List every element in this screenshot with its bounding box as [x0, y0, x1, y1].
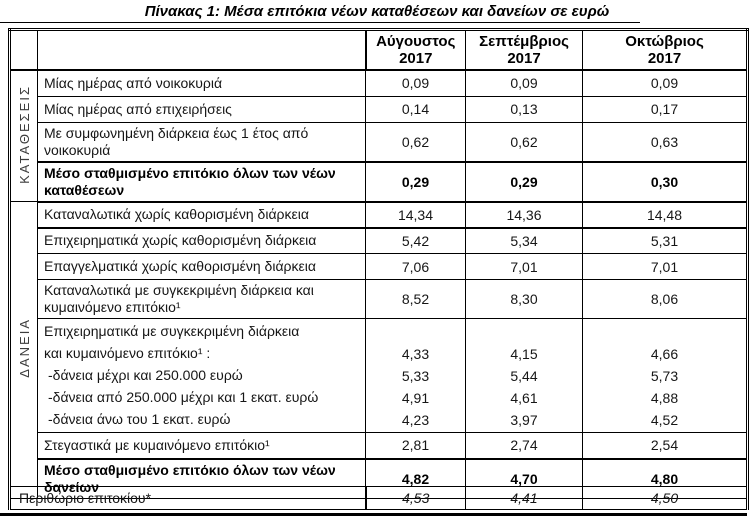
row-label-group	[38, 319, 366, 433]
rate-value: 0,62	[366, 122, 466, 162]
section-deposits	[10, 70, 38, 202]
interest-margin-table	[8, 486, 749, 510]
rate-value: 7,06	[366, 254, 466, 280]
rate-value: 5,31	[583, 228, 748, 254]
rate-value: 5,73	[650, 368, 679, 384]
table-header-row	[10, 30, 748, 71]
title-underline	[0, 22, 640, 23]
rate-value: 0,29	[366, 162, 466, 202]
rate-value: 3,97	[510, 412, 538, 428]
interest-rates-table	[8, 28, 749, 499]
section-loans	[10, 202, 38, 499]
rate-value: 2,54	[583, 433, 748, 459]
table-row	[10, 70, 748, 96]
column-month: Σεπτέμβριος	[479, 33, 569, 50]
rate-value: 4,33	[401, 346, 430, 362]
column-header-october	[583, 30, 748, 71]
rate-value: 14,48	[583, 202, 748, 228]
column-year: 2017	[399, 50, 433, 67]
page-title: Πίνακας 1: Μέσα επιτόκια νέων καταθέσεων και δανείων σε ευρώ	[144, 3, 610, 20]
rate-value: 7,01	[583, 254, 748, 280]
column-header-september	[466, 30, 583, 71]
row-label: Καταναλωτικά με συγκεκριμένη διάρκεια και κυμαινόμενο επιτόκιο¹	[38, 280, 366, 319]
rate-value: 7,01	[466, 254, 583, 280]
rate-value: 5,33	[401, 368, 430, 384]
rate-value: 0,13	[466, 96, 583, 122]
rate-value: 0,63	[583, 122, 748, 162]
rate-value: 0,62	[466, 122, 583, 162]
rate-value: 5,44	[510, 368, 538, 384]
rate-value: 0,09	[583, 70, 748, 96]
rate-value: 8,52	[366, 280, 466, 319]
rate-value: 0,14	[366, 96, 466, 122]
rate-value: 0,17	[583, 96, 748, 122]
group-label-line: και κυμαινόμενο επιτόκιο¹ :	[44, 345, 211, 361]
header-empty-label	[38, 30, 366, 71]
rate-value: 0,29	[466, 162, 583, 202]
rate-value: 4,61	[510, 390, 538, 406]
row-label: Μίας ημέρας από επιχειρήσεις	[38, 96, 366, 122]
spacer	[583, 321, 746, 343]
table-row	[10, 280, 748, 319]
rate-value: 4,15	[510, 346, 538, 362]
table-row-business-fixed-term	[10, 319, 748, 433]
rate-value-stack	[466, 319, 583, 433]
row-label: Περιθώριο επιτοκίου*	[10, 487, 366, 510]
column-month: Οκτώβριος	[625, 33, 704, 50]
column-year: 2017	[647, 50, 682, 67]
row-label: Στεγαστικά με κυμαινόμενο επιτόκιο¹	[38, 433, 366, 459]
table-row-interest-margin	[10, 487, 748, 510]
rate-value: 4,52	[650, 412, 679, 428]
rate-value: 4,70	[466, 459, 583, 499]
spacer	[366, 321, 465, 343]
rate-value: 4,80	[583, 459, 748, 499]
table-row	[10, 433, 748, 459]
rate-value: 14,34	[366, 202, 466, 228]
rate-value: 4,82	[366, 459, 466, 499]
row-label: Μέσο σταθμισμένο επιτόκιο όλων των νέων καταθέσεων	[38, 162, 366, 202]
spacer	[466, 321, 582, 343]
group-label-line: Επιχειρηματικά με συγκεκριμένη διάρκεια	[44, 323, 300, 339]
subitem-label: -δάνεια από 250.000 μέχρι και 1 εκατ. ευρώ	[48, 389, 319, 405]
row-label: Μέσο σταθμισμένο επιτόκιο όλων των νέων δανείων	[38, 459, 366, 499]
header-empty-corner	[10, 30, 38, 71]
rate-value: 4,88	[650, 390, 679, 406]
bottom-rule	[0, 513, 747, 516]
table-row	[10, 228, 748, 254]
column-month: Αύγουστος	[376, 33, 456, 50]
column-year: 2017	[507, 50, 541, 67]
subitem-label: -δάνεια άνω του 1 εκατ. ευρώ	[48, 411, 231, 427]
table-row-deposits-average	[10, 162, 748, 202]
section-label-loans: ΔΑΝΕΙΑ	[16, 318, 32, 379]
section-label-deposits: ΚΑΤΑΘΕΣΕΙΣ	[16, 85, 32, 184]
subitem-label: -δάνεια μέχρι και 250.000 ευρώ	[48, 367, 243, 383]
rate-value-stack	[366, 319, 466, 433]
rate-value: 4,91	[401, 390, 430, 406]
rate-value: 4,23	[401, 412, 430, 428]
row-label: Με συμφωνημένη διάρκεια έως 1 έτος από νοικοκυριά	[38, 122, 366, 162]
rate-value: 2,81	[366, 433, 466, 459]
row-label: Καταναλωτικά χωρίς καθορισμένη διάρκεια	[38, 202, 366, 228]
rate-value: 8,06	[583, 280, 748, 319]
rate-value: 0,09	[366, 70, 466, 96]
rate-value: 4,41	[466, 487, 583, 510]
rate-value: 0,09	[466, 70, 583, 96]
table-row	[10, 122, 748, 162]
row-label: Επαγγελματικά χωρίς καθορισμένη διάρκεια	[38, 254, 366, 280]
rate-value: 4,53	[366, 487, 466, 510]
rate-value: 4,50	[583, 487, 748, 510]
row-label: Επιχειρηματικά χωρίς καθορισμένη διάρκεια	[38, 228, 366, 254]
rate-value: 5,42	[366, 228, 466, 254]
rate-value: 0,30	[583, 162, 748, 202]
table-row	[10, 254, 748, 280]
table-row	[10, 202, 748, 228]
rate-value: 8,30	[466, 280, 583, 319]
rate-value: 2,74	[466, 433, 583, 459]
rate-value-stack	[583, 319, 748, 433]
rate-value: 14,36	[466, 202, 583, 228]
column-header-august	[366, 30, 466, 71]
rate-value: 4,66	[650, 346, 679, 362]
rate-value: 5,34	[466, 228, 583, 254]
table-row	[10, 96, 748, 122]
row-label: Μίας ημέρας από νοικοκυριά	[38, 70, 366, 96]
